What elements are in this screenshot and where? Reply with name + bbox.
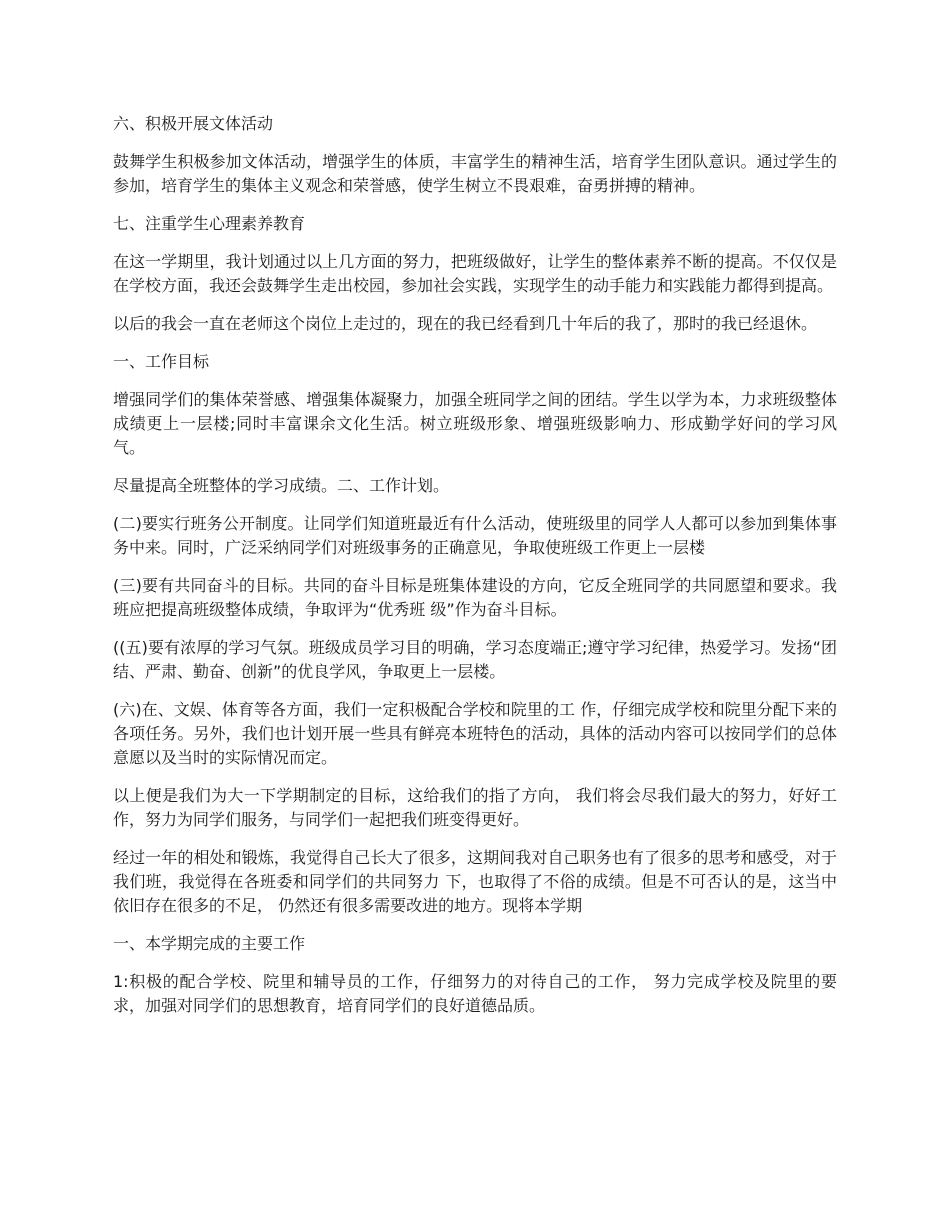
section-heading: 一、工作目标 [113,352,210,371]
section-heading: 一、本学期完成的主要工作 [113,934,306,953]
section-heading: 六、积极开展文体活动 [113,114,274,133]
body-paragraph: 鼓舞学生积极参加文体活动，增强学生的体质，丰富学生的精神生活，培育学生团队意识。通过学生的参加，培育学生的集体主义观念和荣誉感，使学生树立不畏艰难，奋勇拼搏的精神。 [113,152,837,195]
body-paragraph: (二)要实行班务公开制度。让同学们知道班最近有什么活动，使班级里的同学人人都可以参加到集体事务中来。同时，广泛采纳同学们对班级事务的正确意见，争取使班级工作更上一层楼 [113,514,837,557]
body-paragraph: (三)要有共同奋斗的目标。共同的奋斗目标是班集体建设的方向，它反全班同学的共同愿望和要求。我班应把提高班级整体成绩，争取评为“优秀班 级”作为奋斗目标。 [113,576,837,619]
document-body [113,112,837,1032]
body-paragraph: 经过一年的相处和锻炼，我觉得自己长大了很多，这期间我对自己职务也有了很多的思考和感受，对于我们班，我觉得在各班委和同学们的共同努力 下，也取得了不俗的成绩。但是不可否认的是，这当中依旧存在很多的不足， 仍然还有很多需要改进的地方。现将本学期 [113,848,837,915]
body-paragraph: 增强同学们的集体荣誉感、增强集体凝聚力，加强全班同学之间的团结。学生以学为本，力求班级整体成绩更上一层楼;同时丰富课余文化生活。树立班级形象、增强班级影响力、形成勤学好问的学习风气。 [113,390,837,457]
body-paragraph: 尽量提高全班整体的学习成绩。二、工作计划。 [113,476,450,495]
body-paragraph: 以后的我会一直在老师这个岗位上走过的，现在的我已经看到几十年后的我了，那时的我已经退休。 [113,314,818,333]
body-paragraph: 在这一学期里，我计划通过以上几方面的努力，把班级做好，让学生的整体素养不断的提高。不仅仅是在学校方面，我还会鼓舞学生走出校园，参加社会实践，实现学生的动手能力和实践能力都得到提高。 [113,252,837,295]
body-paragraph: 1:积极的配合学校、院里和辅导员的工作，仔细努力的对待自己的工作， 努力完成学校及院里的要求，加强对同学们的思想教育，培育同学们的良好道德品质。 [113,972,837,1015]
section-heading: 七、注重学生心理素养教育 [113,214,306,233]
body-paragraph: 以上便是我们为大一下学期制定的目标，这给我们的指了方向， 我们将会尽我们最大的努力，好好工作，努力为同学们服务，与同学们一起把我们班变得更好。 [113,786,837,829]
body-paragraph: ((五)要有浓厚的学习气氛。班级成员学习目的明确，学习态度端正;遵守学习纪律，热爱学习。发扬“团结、严肃、勤奋、创新”的优良学风，争取更上一层楼。 [113,638,837,681]
body-paragraph: (六)在、文娱、体育等各方面，我们一定积极配合学校和院里的工 作，仔细完成学校和院里分配下来的各项任务。另外，我们也计划开展一些具有鲜亮本班特色的活动，具体的活动内容可以按同学们的总体意愿以及当时的实际情况而定。 [113,700,837,767]
